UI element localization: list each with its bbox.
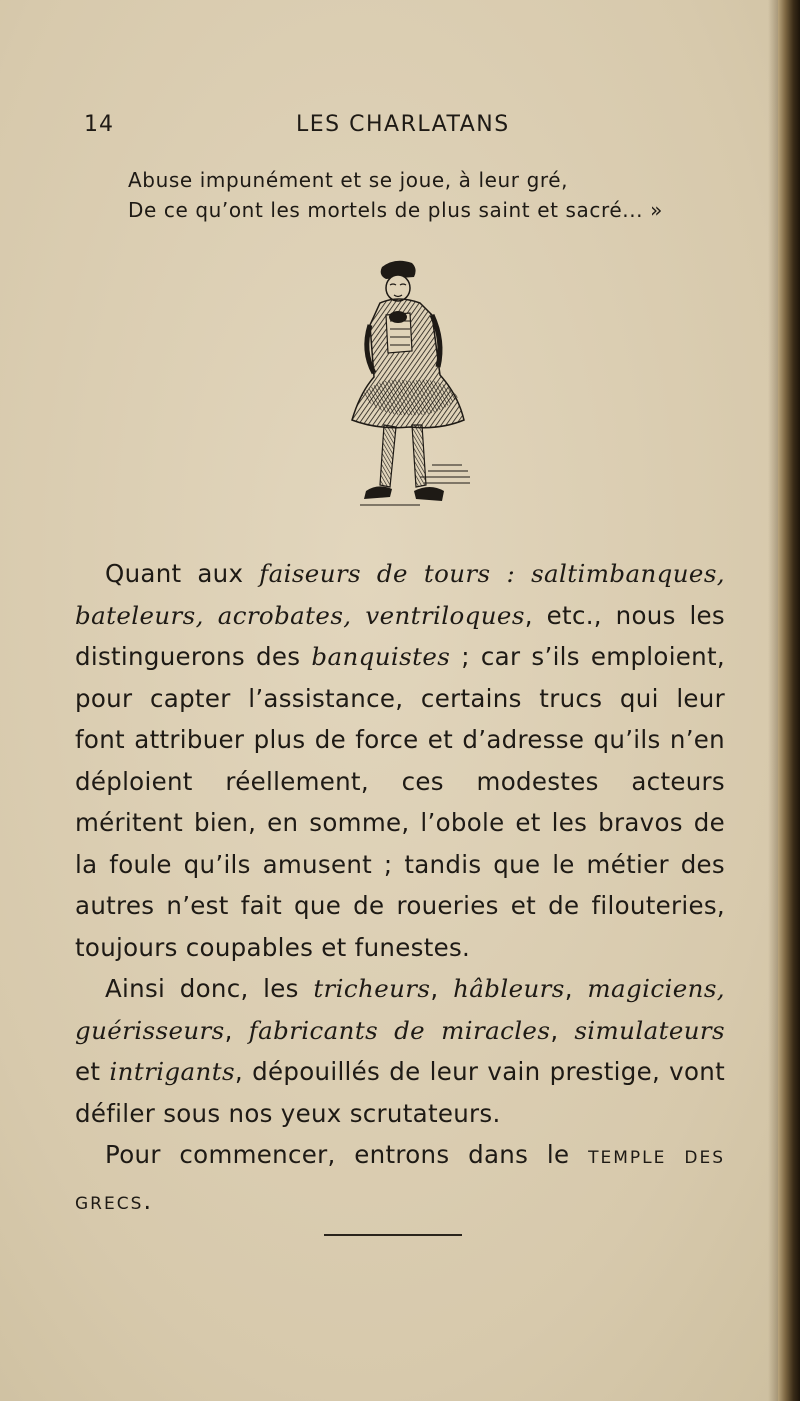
p1-italic-1: faiseurs de tours : saltimbanques, bateleurs, acrobates, ventriloques bbox=[75, 559, 725, 630]
book-spine bbox=[778, 0, 800, 1401]
p2-italic-6: intrigants bbox=[109, 1057, 235, 1086]
p2-text-6: et bbox=[75, 1057, 110, 1086]
running-title: LES CHARLATANS bbox=[296, 112, 510, 137]
p2-italic-1: tricheurs bbox=[313, 974, 431, 1003]
p1-italic-2: banquistes bbox=[311, 642, 451, 671]
p2-text-4: , bbox=[224, 1015, 249, 1045]
page-number: 14 bbox=[84, 112, 114, 137]
paragraph-1 bbox=[75, 553, 725, 968]
paragraph-3 bbox=[75, 1134, 725, 1225]
p2-italic-4: fabricants de miracles bbox=[248, 1015, 551, 1045]
p2-text-3: , bbox=[564, 974, 588, 1003]
p3-small-caps: TEMPLE DES GRECS bbox=[75, 1148, 725, 1214]
p1-text-3: ; car s’ils emploient, pour capter l’assistance, certains trucs qui leur font attribuer plus de force et d’adresse qu’ils n’en déploient réellement, ces modestes acteurs méritent bien, en somme, l’obole et les bravos de la foule qu’ils amusent ; tandis que le métier des autres n’est fait que de roueries et de filouteries, toujours coupables et funestes. bbox=[75, 642, 725, 962]
p2-text-2: , bbox=[430, 974, 454, 1003]
paragraph-2 bbox=[75, 968, 725, 1134]
p1-text-2: , etc., nous les distinguerons des bbox=[75, 600, 725, 671]
body-text bbox=[75, 553, 725, 1225]
section-end-rule bbox=[324, 1234, 462, 1236]
engraving-figure-illustration bbox=[340, 255, 480, 525]
verse-line-1-text: Abuse impunément et se joue, à leur gré, bbox=[128, 168, 569, 192]
page-shadow bbox=[768, 0, 778, 1401]
running-head bbox=[0, 112, 800, 142]
p1-text-1: Quant aux bbox=[105, 559, 260, 588]
p3-text-1: Pour commencer, entrons dans le bbox=[105, 1140, 589, 1169]
p2-text-7: , dépouillés de leur vain prestige, vont défiler sous nos yeux scrutateurs. bbox=[75, 1057, 725, 1128]
p2-italic-2: hâbleurs bbox=[453, 974, 565, 1003]
p3-text-2: . bbox=[143, 1185, 152, 1215]
p2-text-5: , bbox=[550, 1015, 575, 1045]
p2-italic-3: magiciens, guérisseurs bbox=[75, 974, 725, 1045]
p2-italic-5: simulateurs bbox=[574, 1015, 725, 1045]
p2-text-1: Ainsi donc, les bbox=[105, 974, 314, 1003]
verse-line-2-text: De ce qu’ont les mortels de plus saint et sacré... » bbox=[128, 198, 663, 222]
